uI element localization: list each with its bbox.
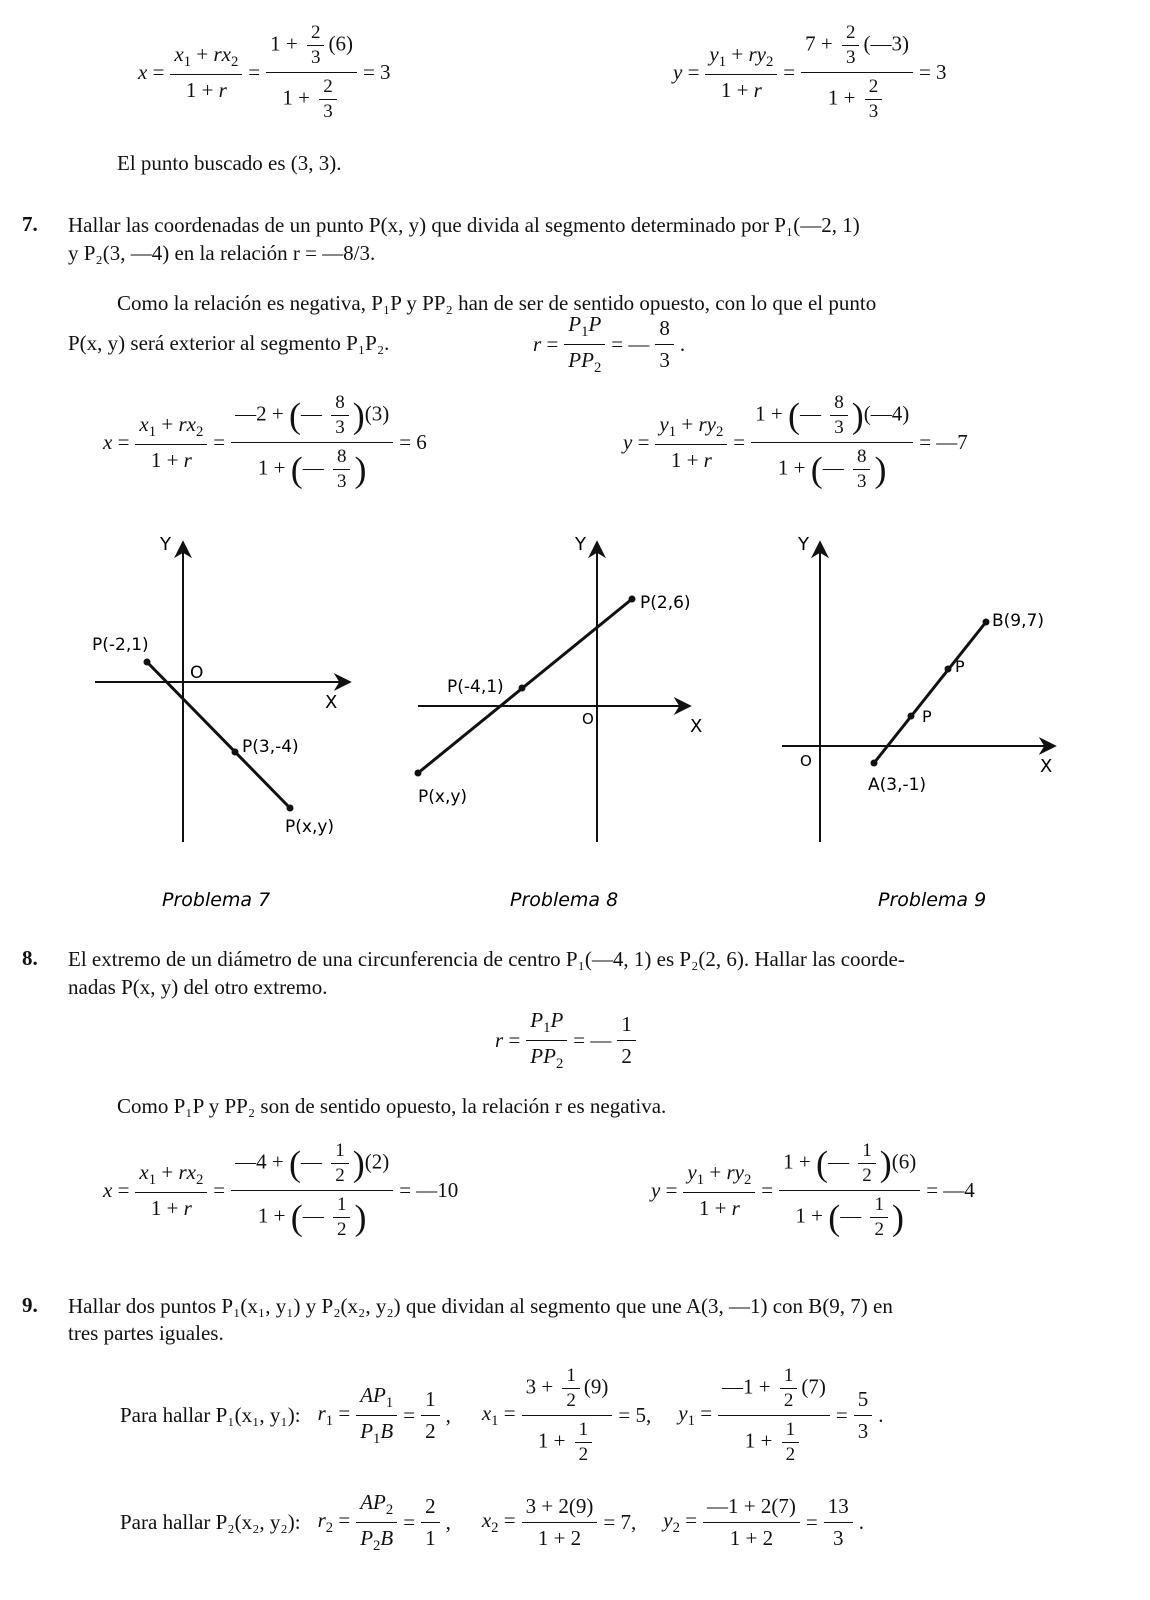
problem-8-y-equation: y = $\frac{y_1 + ry_2}{1 + r}$ = 1 + (— $\frac{1}{2}$ )(6) 1 + (— $\frac{1}{2}$ ) = —4 [651, 1140, 975, 1240]
fig7-caption: Problema 7 [162, 889, 271, 911]
problem-8-y-result: = —4 [926, 1178, 975, 1202]
fig8-x-label: X [690, 716, 703, 737]
fig8-p2-label: P(2,6) [640, 593, 691, 613]
fig8-point-p [415, 770, 422, 777]
fig9-point-a [871, 760, 878, 767]
fig8-origin-label: O [582, 710, 594, 728]
problem-9-row2-label: Para hallar P₂(x₂, y₂): [120, 1510, 301, 1535]
fig9-origin-label: O [800, 752, 812, 770]
problem-7-statement-line1: Hallar las coordenadas de un punto P(x, y) que divida al segmento determinado por P₁(—2, 1) [68, 213, 860, 237]
fig7-x-label: X [325, 692, 338, 713]
problem-7-number: 7. [22, 212, 38, 236]
problem-7-explanation-line2: P(x, y) será exterior al segmento P₁P₂. [68, 331, 390, 355]
top-conclusion: El punto buscado es (3, 3). [117, 151, 342, 175]
fig9-point-p2 [945, 666, 952, 673]
figures-svg [0, 520, 1150, 920]
problem-9-x1-result: = 5, [618, 1403, 652, 1427]
fig7-segment [147, 662, 290, 808]
problem-9-number: 9. [22, 1293, 38, 1317]
fig9-p2-label: P [955, 657, 965, 676]
fig9-point-b [983, 619, 990, 626]
fig7-p1-label: P(-2,1) [92, 635, 149, 655]
figure-problem-7 [92, 534, 350, 911]
problem-8-statement-line1: El extremo de un diámetro de una circunferencia de centro P₁(—4, 1) es P₂(2, 6). Hallar las coorde- [68, 947, 905, 971]
problem-9-row2: Para hallar P₂(x₂, y₂): $r_2$ = $\frac{AP_2}{P_2B}$ = $\frac{2}{1}$ , $x_2$ = $\frac{3 + 2(9)}{1 + 2}$ = 7, $y_2$ = $\frac{—1 + 2(7)}{1 + 2}$ = $\frac{13}{3}$ . [120, 1490, 864, 1555]
figure-problem-8 [415, 534, 703, 911]
fig9-caption: Problema 9 [878, 889, 987, 911]
figure-problem-9 [782, 534, 1055, 911]
problem-7-y-equation: y = $\frac{y_1 + ry_2}{1 + r}$ = 1 + (— $\frac{8}{3}$ )(—4) 1 + (— $\frac{8}{3}$ ) = —7 [623, 392, 968, 492]
problem-8-x-equation: x = $\frac{x_1 + rx_2}{1 + r}$ = —4 + (— $\frac{1}{2}$ )(2) 1 + (— $\frac{1}{2}$ ) = —10 [103, 1140, 459, 1240]
problem-9-x2-result: = 7, [603, 1510, 637, 1535]
fig8-p-label: P(x,y) [418, 787, 468, 807]
fig7-point-p2 [232, 749, 239, 756]
problem-7-x-equation: x = $\frac{x_1 + rx_2}{1 + r}$ = —2 + (— $\frac{8}{3}$ )(3) 1 + (— $\frac{8}{3}$ ) = 6 [103, 392, 427, 492]
fig9-y-label: Y [798, 534, 809, 555]
problem-9-row1: Para hallar P₁(x₁, y₁): $r_1$ = $\frac{AP_1}{P_1B}$ = $\frac{1}{2}$ , $x_1$ = 3 + $\frac{1}{2}$ (9) 1 + $\frac{1}{2}$ = 5, $y_1$ = —1 + $\frac{1}{2}$ (7) 1 + $\frac{1}{2}$ = $\frac{5}{3}$ . [120, 1365, 884, 1465]
fig9-b-label: B(9,7) [992, 611, 1044, 631]
fig8-point-p1 [519, 685, 526, 692]
problem-7-y-result: = —7 [919, 430, 968, 454]
top-x-equation: x = $\frac{x_1 + rx_2}{1 + r}$ = 1 + $\frac{2}{3}$ (6) 1 + $\frac{2}{3}$ = 3 [138, 22, 391, 122]
fig9-x-label: X [1040, 756, 1053, 777]
fig7-y-label: Y [160, 534, 171, 555]
problem-8-number: 8. [22, 946, 38, 970]
problem-7-explanation-line1: Como la relación es negativa, P₁P y PP₂ han de ser de sentido opuesto, con lo que el punto [117, 291, 877, 315]
problem-8-statement-line2: nadas P(x, y) del otro extremo. [68, 975, 328, 999]
problem-9-row1-label: Para hallar P₁(x₁, y₁): [120, 1403, 301, 1427]
fig9-segment [874, 622, 986, 763]
problem-8-explanation: Como P₁P y PP₂ son de sentido opuesto, la relación r es negativa. [117, 1094, 667, 1118]
top-y-equation: y = $\frac{y_1 + ry_2}{1 + r}$ = 7 + $\frac{2}{3}$ (—3) 1 + $\frac{2}{3}$ = 3 [673, 22, 947, 122]
fig9-point-p1 [908, 713, 915, 720]
fig9-a-label: A(3,-1) [868, 775, 927, 795]
problem-7-ratio: r = $\frac{P_1P}{PP_2}$ = — $\frac{8}{3}$ . [533, 312, 686, 377]
fig7-origin-label: O [190, 663, 204, 683]
fig8-point-p2 [629, 596, 636, 603]
problem-9-statement-line1: Hallar dos puntos P₁(x₁, y₁) y P₂(x₂, y₂) que dividan al segmento que une A(3, —1) con B(9, 7) en [68, 1294, 893, 1318]
fig9-p1-label: P [922, 707, 932, 726]
problem-7-x-result: = 6 [399, 430, 427, 454]
fig7-p-label: P(x,y) [285, 817, 335, 837]
fig8-caption: Problema 8 [510, 889, 619, 911]
fig7-point-p [287, 805, 294, 812]
fig7-p2-label: P(3,-4) [242, 737, 299, 757]
fig8-y-label: Y [575, 534, 586, 555]
problem-8-x-result: = —10 [399, 1178, 459, 1202]
problem-8-ratio: r = $\frac{P_1P}{PP_2}$ = — $\frac{1}{2}$ [492, 1008, 639, 1073]
fig8-p1-label: P(-4,1) [447, 677, 504, 697]
fig7-point-p1 [144, 659, 151, 666]
problem-7-statement-line2: y P₂(3, —4) en la relación r = —8/3. [68, 241, 376, 265]
problem-9-statement-line2: tres partes iguales. [68, 1321, 224, 1345]
